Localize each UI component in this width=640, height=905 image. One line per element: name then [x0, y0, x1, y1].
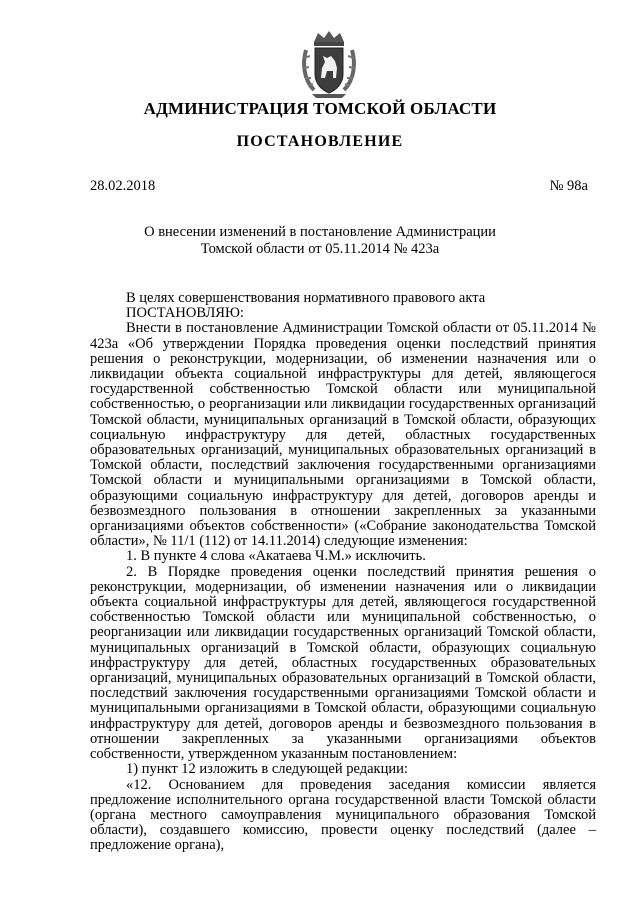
- document-subject: [0, 224, 640, 258]
- preamble-paragraph: В целях совершенствования нормативного правового акта: [126, 290, 486, 306]
- amendment-intro-paragraph: Внести в постановление Администрации Томской области от 05.11.2014 № 423а «Об утверждении Порядка проведения оценки последствий принятия решения о реконструкции, модернизации, об изменении назначения или о ликвидации объекта социальной инфраструктуры для детей, являющегося государственной собственностью Томской области или муниципальной собственностью, о реорганизации или ликвидации государственных организаций Томской области, муниципальных организаций в Томской области, образующих социальную инфраструктуру для детей, областных государственных образовательных организаций, муниципальных образовательных организаций в Томской области, последствий заключения государственными организациями Томской области и муниципальными организациями в Томской области, образующими социальную инфраструктуру для детей, договоров аренды и безвозмездного пользования в отношении закрепленных за указанными организациями объектов собственности» («Собрание законодательства Томской области», № 11/1 (112) от 14.11.2014) следующие изменения:: [90, 320, 596, 550]
- document-body: [90, 291, 596, 854]
- item-2-paragraph: 2. В Порядке проведения оценки последствий принятия решения о реконструкции, модернизации, об изменении назначения или о ликвидации объекта социальной инфраструктуры для детей, являющегося государственной собственностью Томской области или муниципальной собственностью, о реорганизации или ликвидации государственных организаций Томской области, муниципальных организаций в Томской области, образующих социальную инфраструктуру для детей, областных государственных образовательных организаций, муниципальных образовательных организаций в Томской области, последствий заключения государственными организациями Томской области и муниципальными организациями в Томской области, образующими социальную инфраструктуру для детей, договоров аренды и безвозмездного пользования в отношении закрепленных за указанными организациями объектов собственности, утвержденном указанным постановлением:: [90, 563, 596, 763]
- subitem-1-paragraph: 1) пункт 12 изложить в следующей редакции:: [126, 761, 408, 778]
- coat-of-arms-icon: [300, 28, 358, 100]
- clause-12-paragraph: «12. Основанием для проведения заседания комиссии является предложение исполнительного органа государственной власти Томской области (органа местного самоуправления муниципального образования Томской области), создавшего комиссию, провести оценку последствий (далее – предложение органа),: [90, 776, 596, 854]
- subject-line-1: О внесении изменений в постановление Администрации: [144, 224, 496, 240]
- subject-line-2: Томской области от 05.11.2014 № 423а: [200, 241, 440, 257]
- document-date: 28.02.2018: [90, 178, 156, 194]
- document-type: ПОСТАНОВЛЕНИЕ: [236, 133, 404, 150]
- item-1-paragraph: 1. В пункте 4 слова «Акатаева Ч.М.» исключить.: [126, 548, 426, 565]
- resolve-paragraph: ПОСТАНОВЛЯЮ:: [126, 305, 244, 322]
- document-number: № 98а: [549, 178, 588, 194]
- organization-title: АДМИНИСТРАЦИЯ ТОМСКОЙ ОБЛАСТИ: [143, 99, 497, 118]
